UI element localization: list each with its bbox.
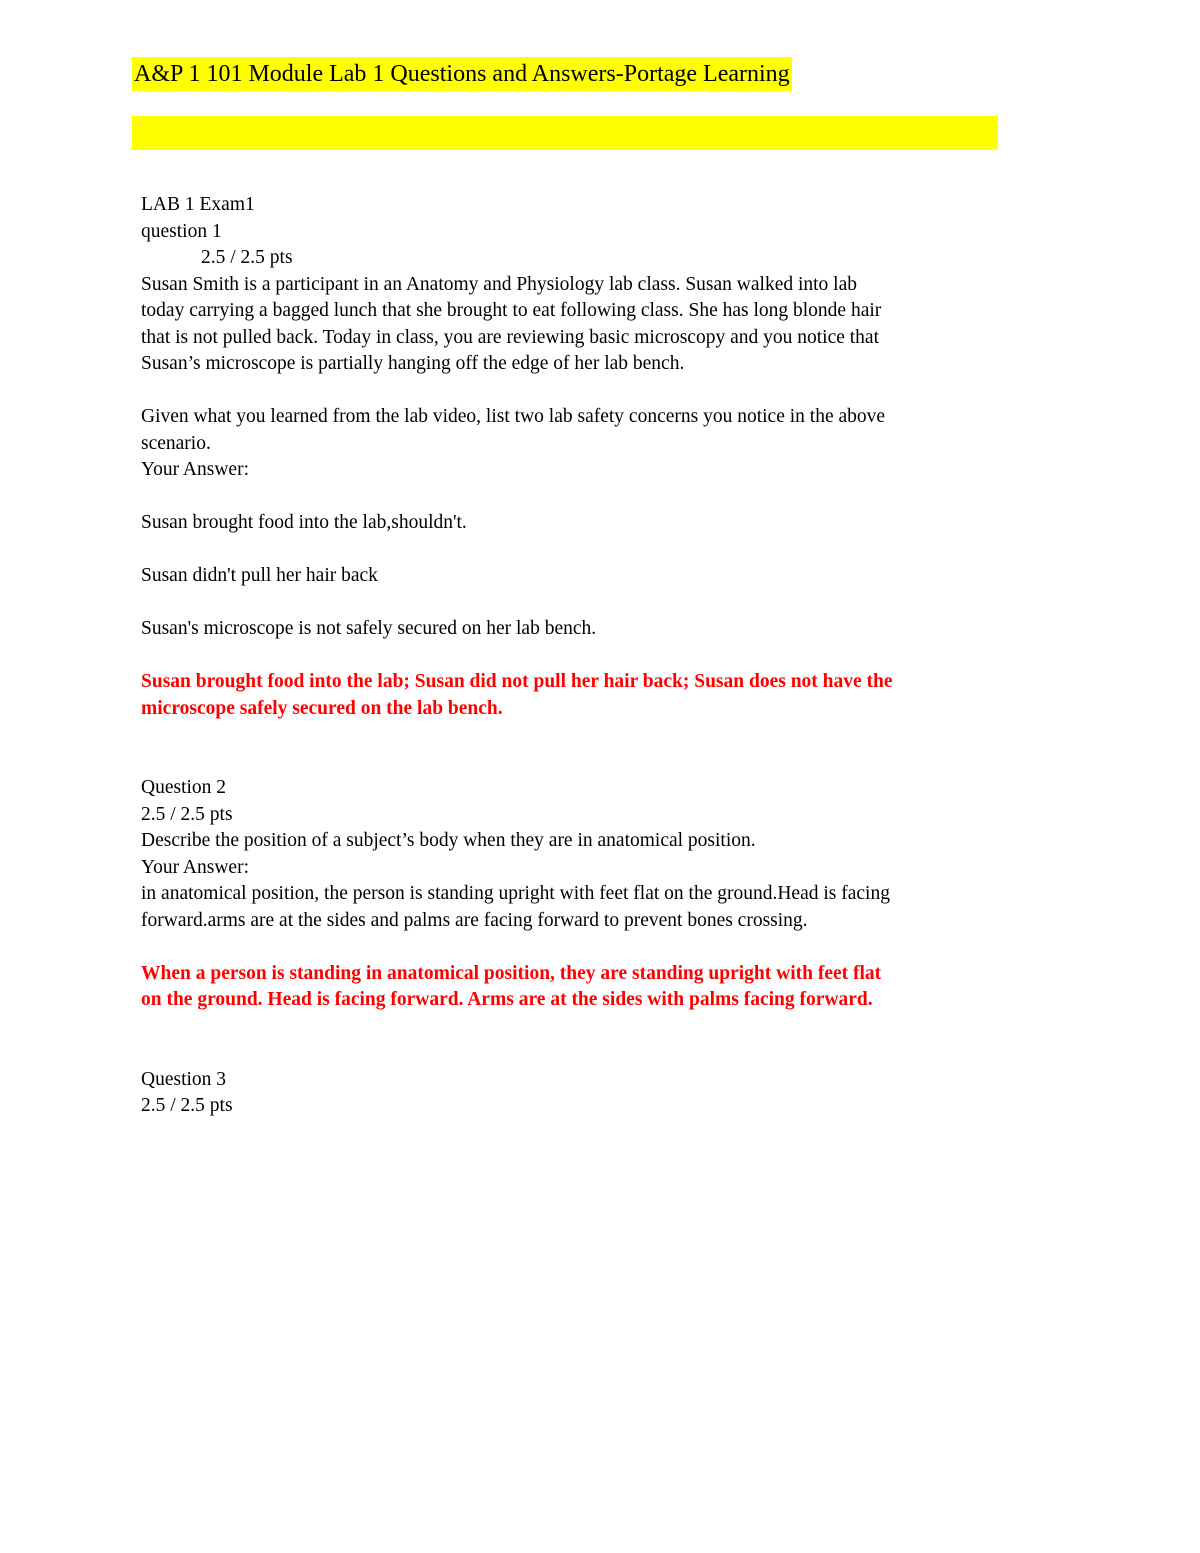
document-title: A&P 1 101 Module Lab 1 Questions and Answers-Portage Learning [132,57,792,91]
exam-content [141,192,1061,1120]
answer-key-line: When a person is standing in anatomical position, they are standing upright with feet flat [141,962,882,984]
prompt-line: Susan’s microscope is partially hanging off the edge of her lab bench. [141,353,685,374]
highlight-bar [132,116,998,150]
answer-key-line: Susan brought food into the lab; Susan did not pull her hair back; Susan does not have the [141,671,893,692]
answer-key-line: microscope safely secured on the lab bench. [141,697,503,719]
question-2-answer-line: forward.arms are at the sides and palms are facing forward to prevent bones crossing. [141,909,808,931]
answer-key-line: on the ground. Head is facing forward. Arms are at the sides with palms facing forward. [141,989,873,1010]
question-3-label: Question 3 [141,1068,227,1090]
instruction-line: Given what you learned from the lab video, list two lab safety concerns you notice in the above [141,406,886,427]
question-2 [141,775,1061,1014]
question-1 [141,219,1061,723]
question-1-answer-key [141,669,1061,722]
question-1-instruction [141,404,1061,457]
prompt-line: that is not pulled back. Today in class, you are reviewing basic microscopy and you notice that [141,326,880,348]
prompt-line: today carrying a bagged lunch that she brought to eat following class. She has long blonde hair [141,300,882,321]
question-2-answer-label: Your Answer: [141,856,249,878]
exam-heading: LAB 1 Exam1 [141,194,255,215]
question-3-points: 2.5 / 2.5 pts [141,1095,233,1116]
question-1-points: 2.5 / 2.5 pts [201,247,293,268]
question-3 [141,1067,1061,1120]
question-1-answer-3: Susan's microscope is not safely secured on her lab bench. [141,618,597,639]
question-2-points: 2.5 / 2.5 pts [141,803,233,825]
question-1-label: question 1 [141,220,222,242]
question-1-answer-2: Susan didn't pull her hair back [141,565,378,586]
question-1-prompt [141,272,1061,378]
instruction-line: scenario. [141,432,211,454]
question-2-answer-line: in anatomical position, the person is standing upright with feet flat on the ground.Head is facing [141,883,890,904]
question-2-prompt: Describe the position of a subject’s body when they are in anatomical position. [141,830,756,851]
question-1-answer-1: Susan brought food into the lab,shouldn't. [141,512,467,533]
question-2-label: Question 2 [141,777,227,798]
question-2-answer-key [141,961,1061,1014]
question-1-answer-label: Your Answer: [141,459,249,480]
title-container [132,57,792,91]
prompt-line: Susan Smith is a participant in an Anatomy and Physiology lab class. Susan walked into lab [141,273,858,295]
